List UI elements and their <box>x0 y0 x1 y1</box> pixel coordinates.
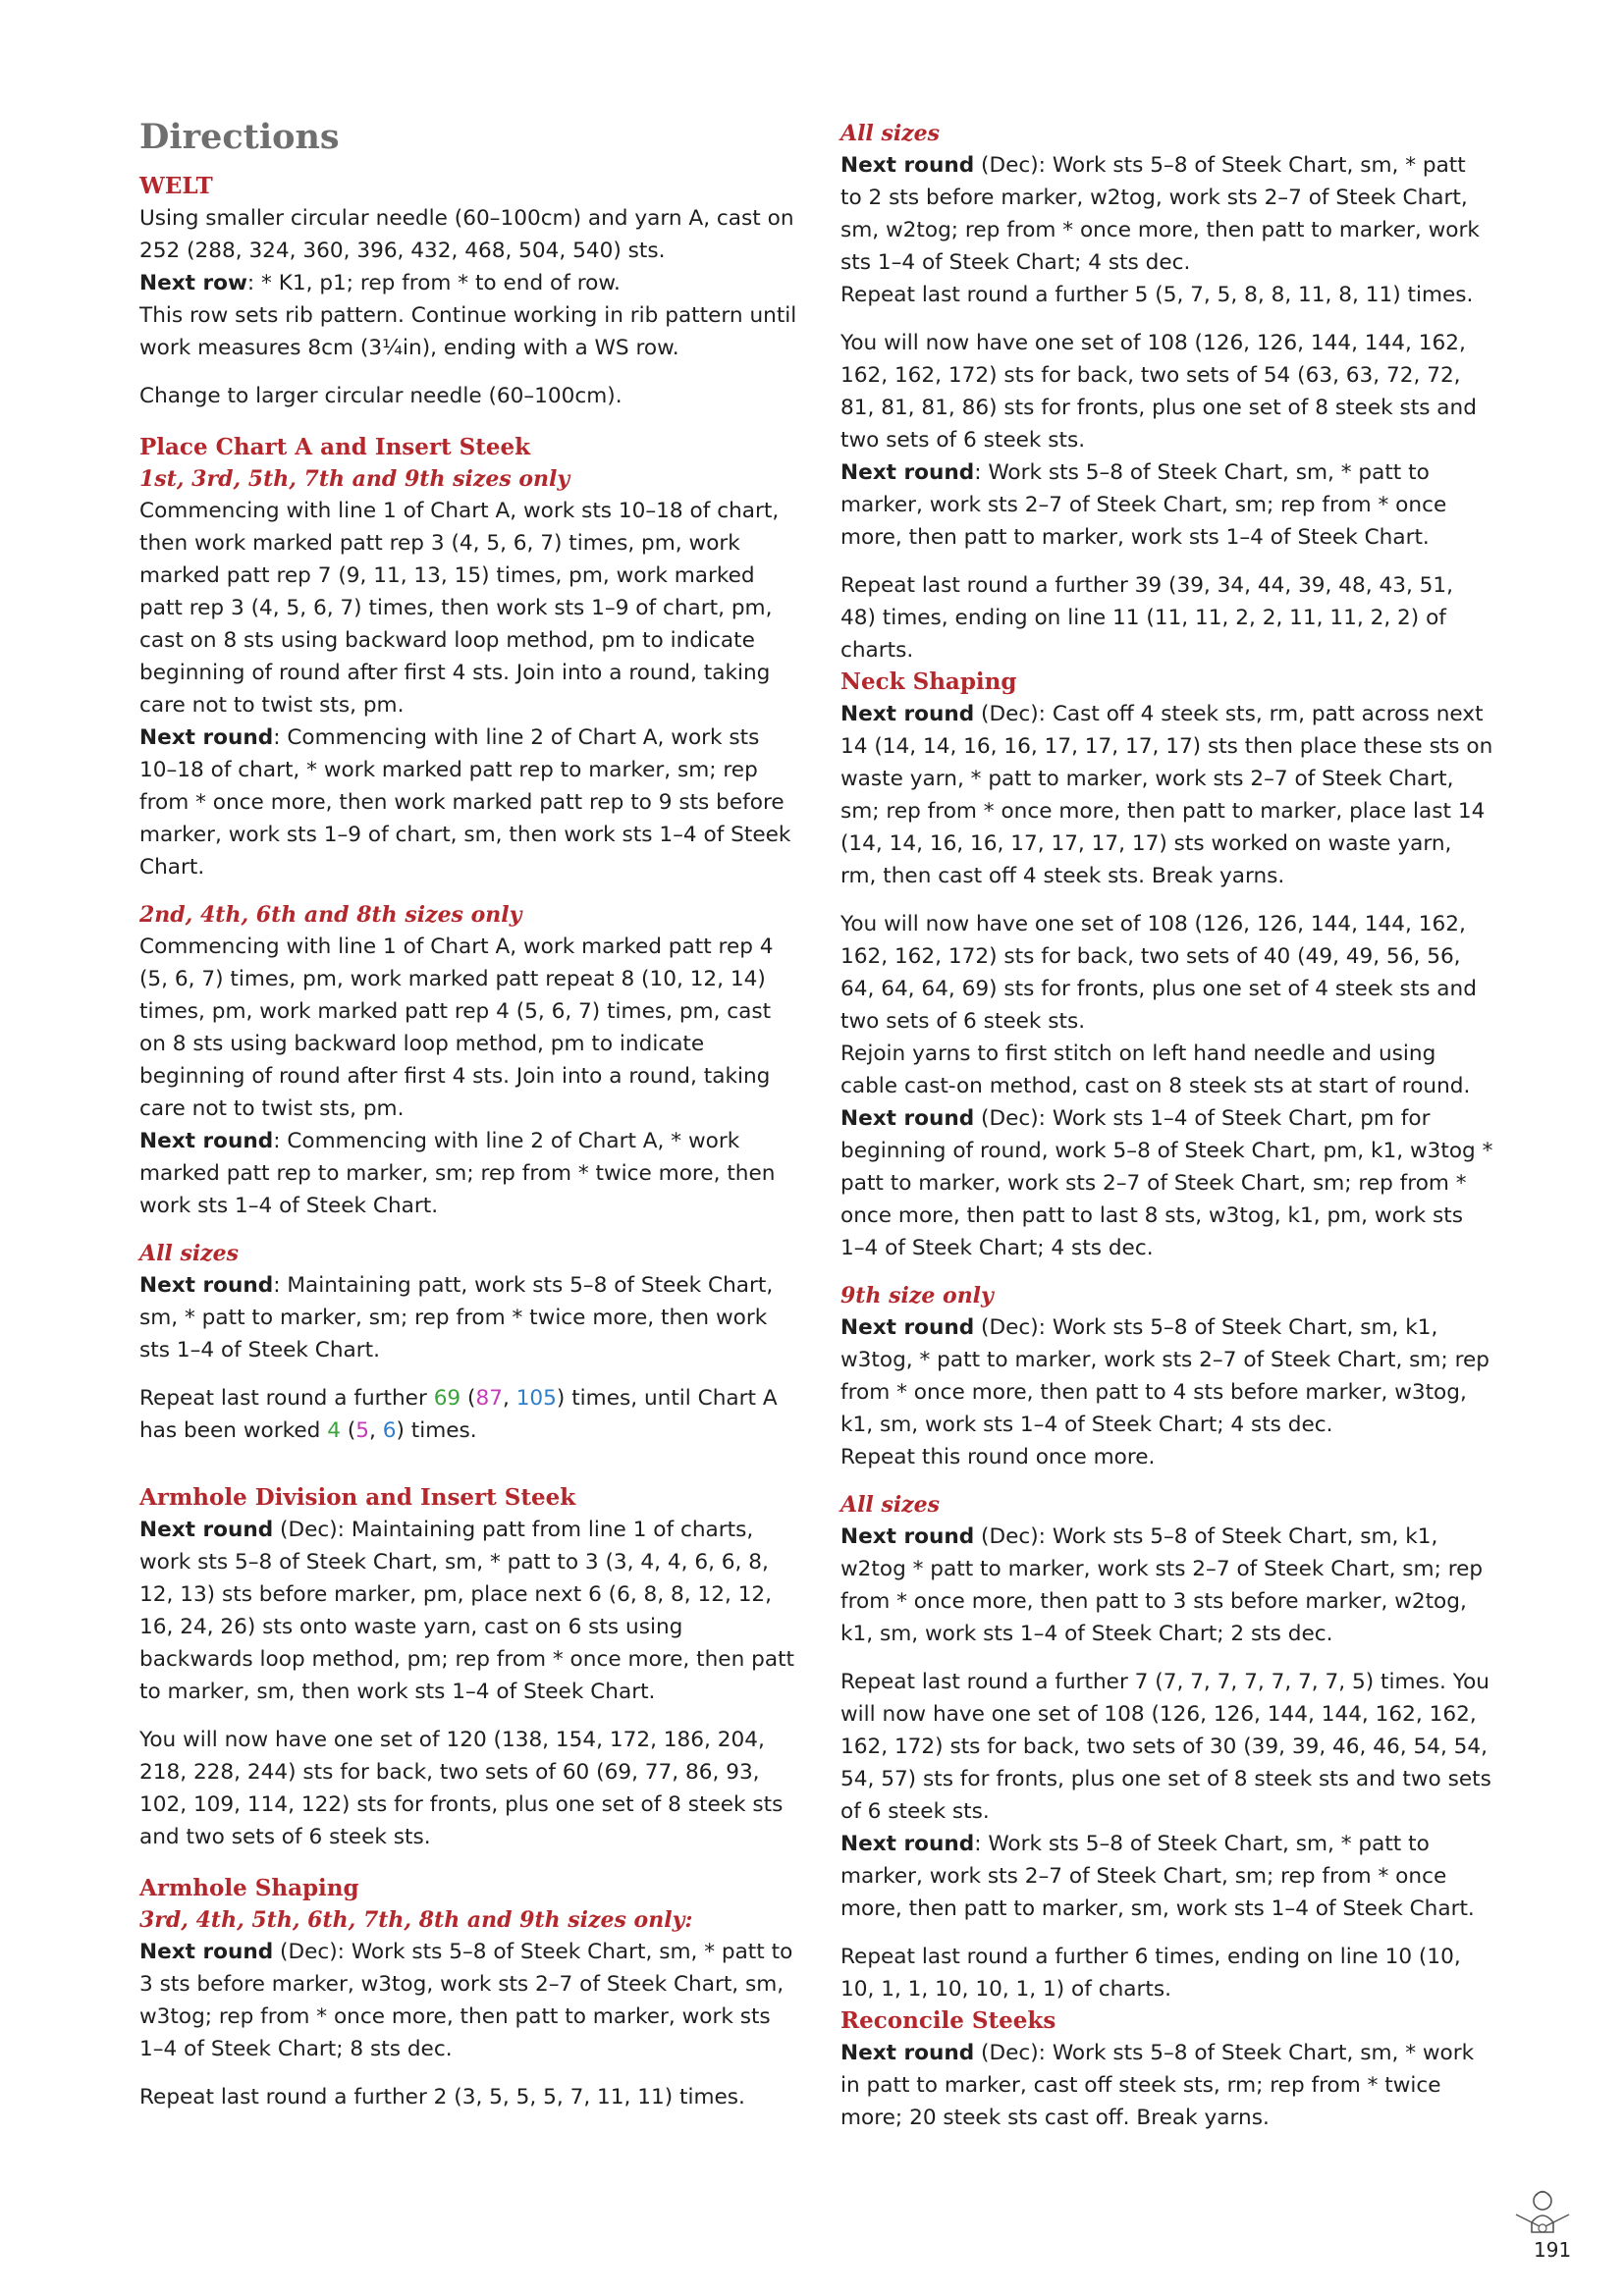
all-sizes-subheading: All sizes <box>139 1241 240 1266</box>
right-paragraph-12 <box>840 1828 1493 1925</box>
next-round-text: : Work sts 5–8 of Steek Chart, sm, * patt to marker, work sts 2–7 of Steek Chart, sm; rep from * once more, then patt to marker, work sts 1–4 of Steek Chart. <box>840 460 1447 550</box>
armhole-sizes-subheading: 3rd, 4th, 5th, 6th, 7th, 8th and 9th sizes only: <box>139 1907 693 1933</box>
right-paragraph-7: Rejoin yarns to first stitch on left hand needle and using cable cast-on method, cast on 8 steek sts at start of round. <box>840 1041 1471 1098</box>
all-sizes-subheading: All sizes <box>840 121 941 146</box>
next-round-text: (Dec): Work sts 5–8 of Steek Chart, sm, * work in patt to marker, cast off steek sts, rm; rep from * twice more; 20 steek sts cast off. Break yarns. <box>840 2041 1475 2130</box>
next-round-label: Next round <box>139 1940 274 1964</box>
right-paragraph-8 <box>840 1102 1493 1264</box>
next-round-label: Next round <box>139 725 274 750</box>
next-round-label: Next round <box>840 153 975 178</box>
right-paragraph-9 <box>840 1311 1493 1473</box>
next-row-text: : * K1, p1; rep from * to end of row. <box>246 271 621 295</box>
right-column <box>840 118 1493 2150</box>
place-chart-heading: Place Chart A and Insert Steek <box>139 434 531 460</box>
armhole-shaping-paragraph-2: Repeat last round a further 2 (3, 5, 5, 5, 7, 11, 11) times. <box>139 2085 745 2109</box>
next-round-label: Next round <box>840 1832 975 1856</box>
rib-pattern-text: This row sets rib pattern. Continue working in rib pattern until work measures 8cm (3¼in), ending with a WS row. <box>139 303 797 360</box>
odd-sizes-subheading: 1st, 3rd, 5th, 7th and 9th sizes only <box>139 466 570 492</box>
next-round-label: Next round <box>840 1106 975 1131</box>
place-chart-paragraph-2 <box>139 721 797 883</box>
right-paragraph-4: Repeat last round a further 39 (39, 34, 44, 39, 48, 43, 51, 48) times, ending on line 11 (11, 11, 2, 2, 11, 11, 2, 2) of charts. <box>840 573 1454 663</box>
next-round-label: Next round <box>139 1129 274 1153</box>
repeat-text: , <box>502 1386 516 1411</box>
count-blue: 6 <box>382 1418 397 1443</box>
welt-heading: WELT <box>139 173 213 199</box>
welt-paragraph-2 <box>139 267 797 364</box>
repeat-text: ) times. <box>396 1418 477 1443</box>
next-round-text: (Dec): Maintaining patt from line 1 of charts, work sts 5–8 of Steek Chart, sm, * patt to 3 (3, 4, 4, 6, 6, 8, 12, 13) sts before marker, pm, place next 6 (6, 8, 8, 12, 12, 16, 24, 26) sts onto waste yarn, cast on 6 sts using backwards loop method, pm; rep from * once more, then patt to marker, sm, then work sts 1–4 of Steek Chart. <box>139 1518 795 1704</box>
neck-shaping-heading: Neck Shaping <box>840 668 1017 695</box>
armhole-division-heading: Armhole Division and Insert Steek <box>139 1484 576 1511</box>
next-round-label: Next round <box>840 2041 975 2065</box>
reconcile-steeks-heading: Reconcile Steeks <box>840 2007 1056 2034</box>
count-blue: 105 <box>515 1386 557 1411</box>
repeat-text: , <box>369 1418 383 1443</box>
next-round-text: : Work sts 5–8 of Steek Chart, sm, * patt to marker, work sts 2–7 of Steek Chart, sm; rep from * once more, then patt to marker, sm, work sts 1–4 of Steek Chart. <box>840 1832 1475 1921</box>
place-chart-paragraph-4 <box>139 1125 797 1222</box>
count-green: 4 <box>327 1418 341 1443</box>
next-round-label: Next round <box>840 702 975 726</box>
repeat-text: ) times, until Chart A has been worked <box>139 1386 778 1443</box>
right-paragraph-1 <box>840 149 1493 311</box>
next-round-label: Next round <box>840 1315 975 1340</box>
next-round-label: Next round <box>840 1524 975 1549</box>
welt-paragraph-3: Change to larger circular needle (60–100cm). <box>139 384 623 408</box>
right-paragraph-6: You will now have one set of 108 (126, 126, 144, 144, 162, 162, 162, 172) sts for back, two sets of 40 (49, 49, 56, 56, 64, 64, 64, 69) sts for fronts, plus one set of 4 steek sts and two sets of 6 steek sts. <box>840 912 1477 1034</box>
count-magenta: 87 <box>475 1386 503 1411</box>
next-row-label: Next row <box>139 271 247 295</box>
right-paragraph-3 <box>840 456 1493 554</box>
armhole-division-paragraph-1 <box>139 1514 797 1708</box>
next-round-label: Next round <box>139 1273 274 1298</box>
place-chart-paragraph-3: Commencing with line 1 of Chart A, work marked patt rep 4 (5, 6, 7) times, pm, work marked patt repeat 8 (10, 12, 14) times, pm, work marked patt rep 4 (5, 6, 7) times, pm, cast on 8 sts using backward loop method, pm to indicate beginning of round after first 4 sts. Join into a round, taking care not to twist sts, pm. <box>139 934 774 1121</box>
next-round-text: (Dec): Work sts 5–8 of Steek Chart, sm, * patt to 3 sts before marker, w3tog, work sts 2–7 of Steek Chart, sm, w3tog; rep from * once more, then patt to marker, work sts 1–4 of Steek Chart; 8 sts dec. <box>139 1940 793 2061</box>
right-paragraph-11: Repeat last round a further 7 (7, 7, 7, 7, 7, 7, 7, 5) times. You will now have one set of 108 (126, 126, 144, 144, 162, 162, 162, 172) sts for back, two sets of 30 (39, 39, 46, 46, 54, 54, 54, 57) sts for fronts, plus one set of 8 steek sts and two sets of 6 steek sts. <box>840 1670 1491 1824</box>
page-number: 191 <box>1534 2238 1572 2262</box>
armhole-shaping-paragraph-1 <box>139 1936 797 2065</box>
place-chart-paragraph-5 <box>139 1269 797 1366</box>
next-round-text: (Dec): Work sts 5–8 of Steek Chart, sm, * patt to 2 sts before marker, w2tog, work sts 2–7 of Steek Chart, sm, w2tog; rep from * once more, then patt to marker, work sts 1–4 of Steek Chart; 4 sts dec. <box>840 153 1480 275</box>
repeat-text: Repeat this round once more. <box>840 1445 1156 1469</box>
place-chart-paragraph-1: Commencing with line 1 of Chart A, work sts 10–18 of chart, then work marked patt rep 3 (4, 5, 6, 7) times, pm, work marked patt rep 7 (9, 11, 13, 15) times, pm, work marked patt rep 3 (4, 5, 6, 7) times, then work sts 1–9 of chart, pm, cast on 8 sts using backward loop method, pm to indicate beginning of round after first 4 sts. Join into a round, taking care not to twist sts, pm. <box>139 499 780 718</box>
repeat-text: ( <box>460 1386 476 1411</box>
next-round-label: Next round <box>840 460 975 485</box>
repeat-text: Repeat last round a further <box>139 1386 434 1411</box>
next-round-text: (Dec): Work sts 1–4 of Steek Chart, pm for beginning of round, work 5–8 of Steek Chart, pm, k1, w3tog * patt to marker, work sts 2–7 of Steek Chart, sm; rep from * once more, then patt to last 8 sts, w3tog, k1, pm, work sts 1–4 of Steek Chart; 4 sts dec. <box>840 1106 1493 1260</box>
left-column <box>139 116 797 2113</box>
next-round-label: Next round <box>139 1518 274 1542</box>
repeat-text: Repeat last round a further 5 (5, 7, 5, 8, 8, 11, 8, 11) times. <box>840 283 1474 307</box>
knitting-figure-icon <box>1510 2185 1575 2240</box>
ninth-size-subheading: 9th size only <box>840 1283 994 1308</box>
all-sizes-subheading: All sizes <box>840 1492 941 1518</box>
next-round-text: (Dec): Work sts 5–8 of Steek Chart, sm, k1, w3tog, * patt to marker, work sts 2–7 of Steek Chart, sm; rep from * once more, then patt to 4 sts before marker, w3tog, k1, sm, work sts 1–4 of Steek Chart; 4 sts dec. <box>840 1315 1489 1437</box>
next-round-text: : Commencing with line 2 of Chart A, work sts 10–18 of chart, * work marked patt rep to marker, sm; rep from * once more, then work marked patt rep to 9 sts before marker, work sts 1–9 of chart, sm, then work sts 1–4 of Steek Chart. <box>139 725 791 880</box>
place-chart-paragraph-6 <box>139 1382 797 1447</box>
count-green: 69 <box>433 1386 461 1411</box>
right-paragraph-5 <box>840 698 1493 892</box>
next-round-text: (Dec): Cast off 4 steek sts, rm, patt across next 14 (14, 14, 16, 16, 17, 17, 17, 17) sts then place these sts on waste yarn, * patt to marker, work sts 2–7 of Steek Chart, sm; rep from * once more, then patt to marker, place last 14 (14, 14, 16, 16, 17, 17, 17, 17) sts worked on waste yarn, rm, then cast off 4 steek sts. Break yarns. <box>840 702 1493 888</box>
right-paragraph-2: You will now have one set of 108 (126, 126, 144, 144, 162, 162, 162, 172) sts for back, two sets of 54 (63, 63, 72, 72, 81, 81, 81, 86) sts for fronts, plus one set of 8 steek sts and two sets of 6 steek sts. <box>840 331 1477 453</box>
next-round-text: : Maintaining patt, work sts 5–8 of Steek Chart, sm, * patt to marker, sm; rep from * twice more, then work sts 1–4 of Steek Chart. <box>139 1273 774 1362</box>
next-round-text: : Commencing with line 2 of Chart A, * work marked patt rep to marker, sm; rep from * twice more, then work sts 1–4 of Steek Chart. <box>139 1129 776 1218</box>
armhole-division-paragraph-2: You will now have one set of 120 (138, 154, 172, 186, 204, 218, 228, 244) sts for back, two sets of 60 (69, 77, 86, 93, 102, 109, 114, 122) sts for fronts, plus one set of 8 steek sts and two sets of 6 steek sts. <box>139 1728 784 1849</box>
count-magenta: 5 <box>355 1418 369 1443</box>
armhole-shaping-heading: Armhole Shaping <box>139 1875 359 1901</box>
next-round-text: (Dec): Work sts 5–8 of Steek Chart, sm, k1, w2tog * patt to marker, work sts 2–7 of Steek Chart, sm; rep from * once more, then patt to 3 sts before marker, w2tog, k1, sm, work sts 1–4 of Steek Chart; 2 sts dec. <box>840 1524 1484 1646</box>
right-paragraph-10 <box>840 1521 1493 1650</box>
right-paragraph-13: Repeat last round a further 6 times, ending on line 10 (10, 10, 1, 1, 10, 10, 1, 1) of charts. <box>840 1945 1461 2002</box>
page-title: Directions <box>139 117 340 157</box>
welt-paragraph-1: Using smaller circular needle (60–100cm) and yarn A, cast on 252 (288, 324, 360, 396, 432, 468, 504, 540) sts. <box>139 206 794 263</box>
repeat-text: ( <box>340 1418 356 1443</box>
even-sizes-subheading: 2nd, 4th, 6th and 8th sizes only <box>139 902 522 928</box>
right-paragraph-14 <box>840 2037 1493 2134</box>
